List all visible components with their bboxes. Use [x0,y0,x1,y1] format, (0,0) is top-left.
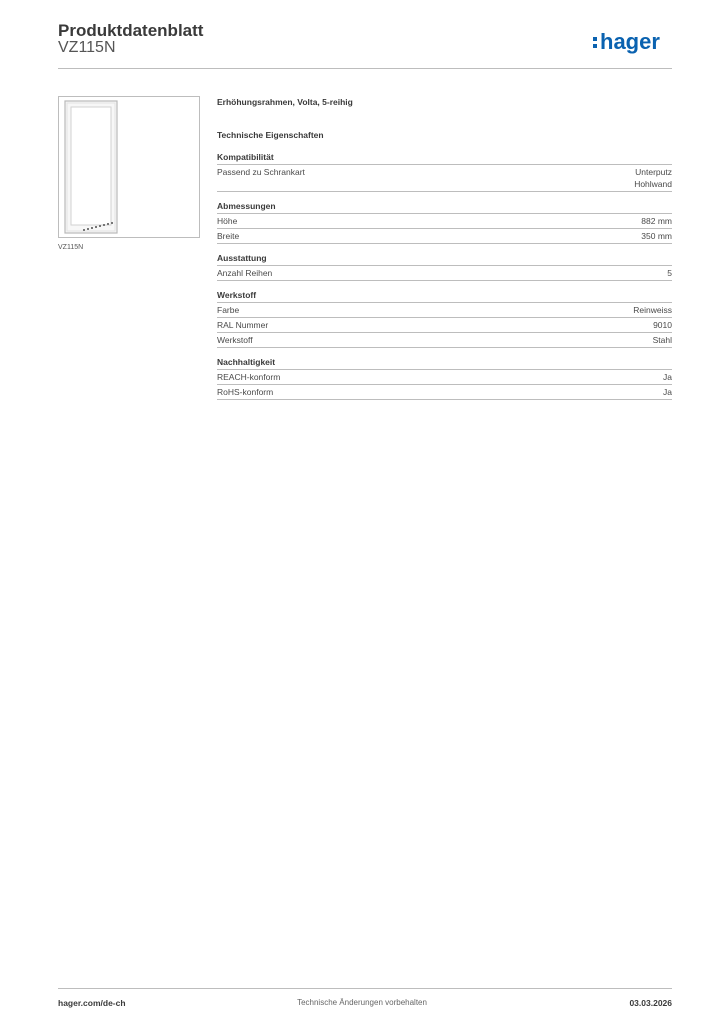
spec-row [217,318,672,333]
section-title: Kompatibilität [217,151,672,165]
page-title: Produktdatenblatt [58,21,204,40]
spec-value: 9010 [653,320,672,330]
spec-value: Ja [663,372,672,382]
section-title: Ausstattung [217,252,672,266]
product-image [58,96,200,238]
spec-label: RAL Nummer [217,320,269,330]
spec-value: 882 mm [641,216,672,226]
section-equipment [217,252,672,281]
section-dimensions [217,200,672,244]
spec-label: Farbe [217,305,240,315]
section-title: Abmessungen [217,200,672,214]
footer-date: 03.03.2026 [629,998,672,1008]
tech-heading: Technische Eigenschaften [217,130,324,140]
header-divider [58,68,672,69]
spec-row [217,266,672,281]
spec-label: REACH-konform [217,372,281,382]
section-title: Nachhaltigkeit [217,356,672,370]
section-material [217,289,672,348]
logo-text: hager [600,29,660,54]
footer-divider [58,988,672,989]
image-caption: VZ115N [58,244,84,251]
spec-row [217,370,672,385]
frame-illustration [59,97,199,237]
spec-row [217,165,672,192]
spec-value: 5 [667,268,672,278]
spec-row [217,333,672,348]
spec-row [217,303,672,318]
footer-notice: Technische Änderungen vorbehalten [297,998,427,1007]
section-title: Werkstoff [217,289,672,303]
spec-label: Werkstoff [217,335,253,345]
spec-row [217,229,672,244]
spec-row [217,385,672,400]
spec-label: Höhe [217,216,238,226]
section-compatibility [217,151,672,192]
spec-value: Ja [663,387,672,397]
spec-label: RoHS-konform [217,387,274,397]
spec-value: Unterputz Hohlwand [634,167,672,189]
spec-value: 350 mm [641,231,672,241]
spec-label: Breite [217,231,240,241]
hager-logo [592,26,676,58]
footer-website-link[interactable]: hager.com/de-ch [58,998,126,1008]
spec-label: Passend zu Schrankart [217,167,305,177]
spec-value: Stahl [652,335,672,345]
spec-value: Reinweiss [633,305,672,315]
product-code: VZ115N [58,39,116,56]
spec-row [217,214,672,229]
spec-label: Anzahl Reihen [217,268,273,278]
product-name: Erhöhungsrahmen, Volta, 5-reihig [217,97,353,107]
spec-content [217,96,672,400]
section-sustainability [217,356,672,400]
